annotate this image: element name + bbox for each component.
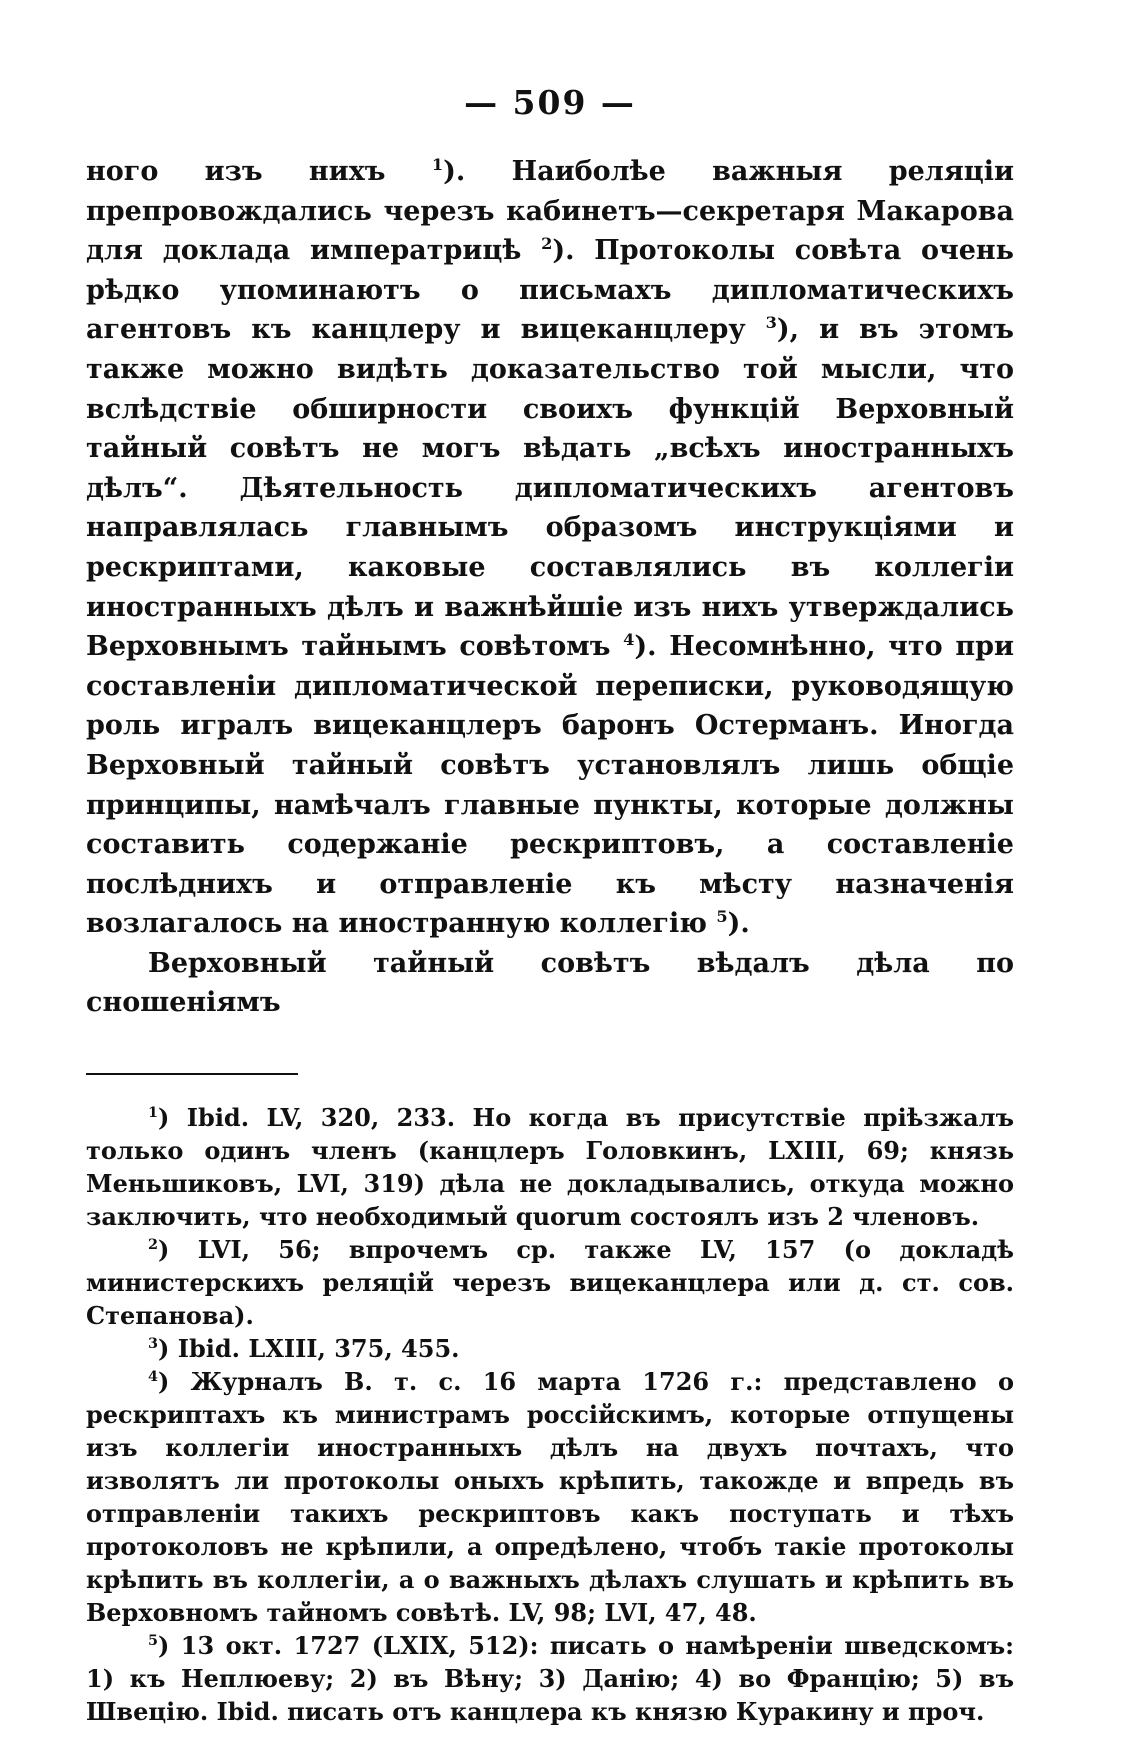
footnotes	[86, 1101, 1014, 1728]
footnote-marker: 3	[765, 313, 777, 333]
footnote-marker: 2	[541, 234, 553, 254]
text-run: ) Ibid. LXIII, 375, 455.	[158, 1334, 460, 1364]
footnote-marker: 5	[716, 907, 728, 927]
footnote-marker: 4	[623, 630, 635, 650]
text-run: ) 13 окт. 1727 (LXIX, 512): писать о намѣреніи шведскомъ: 1) къ Неплюеву; 2) въ Вѣну; 3) Данію; 4) во Францію; 5) въ Швецію. Ibid. писать отъ канцлера къ князю Куракину и проч.	[86, 1631, 1014, 1727]
footnote-marker: 5	[148, 1632, 159, 1650]
footnote-4	[86, 1365, 1014, 1629]
footnote-3	[86, 1332, 1014, 1365]
text-run: Верховный тайный совѣтъ вѣдалъ дѣла по сношеніямъ	[86, 947, 1014, 1019]
page-number-header: — 509 —	[464, 83, 636, 122]
text-run: ). Наиболѣе важныя реляціи препровождались черезъ кабинетъ—секретаря Макарова для доклада императрицѣ	[86, 156, 1015, 267]
body-paragraph-2	[86, 944, 1014, 1023]
main-text	[86, 152, 1014, 1023]
text-run: ) Журналъ В. т. с. 16 марта 1726 г.: представлено о рескриптахъ къ министрамъ россійскимъ, которые отпущены изъ коллегіи иностранныхъ дѣлъ на двухъ почтахъ, что изволятъ ли протоколы оныхъ крѣпить, такожде и впредь въ отправленіи такихъ рескриптовъ какъ поступать и тѣхъ протоколовъ не крѣпили, а опредѣлено, чтобъ такіе протоколы крѣпить въ коллегіи, а о важныхъ дѣлахъ слушать и крѣпить въ Верховномъ тайномъ совѣтѣ. LV, 98; LVI, 47, 48.	[86, 1367, 1014, 1628]
footnote-marker: 2	[148, 1236, 159, 1254]
text-run: ), и въ этомъ также можно видѣть доказательство той мысли, что вслѣдствіе обширности своихъ функцій Верховный тайный совѣтъ не могъ вѣдать „всѣхъ иностранныхъ дѣлъ“. Дѣятельность дипломатическихъ агентовъ направлялась главнымъ образомъ инструкціями и рескриптами, каковые составлялись въ коллегіи иностранныхъ дѣлъ и важнѣйшіе изъ нихъ утверждались Верховнымъ тайнымъ совѣтомъ	[86, 314, 1015, 663]
text-run: ного изъ нихъ	[86, 156, 432, 187]
footnote-1	[86, 1101, 1014, 1233]
footnote-separator	[86, 1073, 298, 1075]
text-run: ).	[727, 908, 750, 940]
text-run: ). Протоколы совѣта очень рѣдко упоминаютъ о письмахъ дипломатическихъ агентовъ къ канцлеру и вицеканцлеру	[86, 235, 1014, 346]
book-page	[86, 76, 1014, 1728]
text-run: ). Несомнѣнно, что при составленіи дипломатической переписки, руководящую роль игралъ вицеканцлеръ баронъ Остерманъ. Иногда Верховный тайный совѣтъ установлялъ лишь общіе принципы, намѣчалъ главные пункты, которые должны составить содержаніе рескриптовъ, а составленіе послѣднихъ и отправленіе къ мѣсту назначенія возлагалось на иностранную коллегію	[86, 631, 1014, 940]
text-run: ) Ibid. LV, 320, 233. Но когда въ присутствіе пріѣзжалъ только одинъ членъ (канцлеръ Головкинъ, LXIII, 69; князь Меньшиковъ, LVI, 319) дѣла не докладывались, откуда можно заключить, что необходимый quorum состоялъ изъ 2 членовъ.	[86, 1103, 1014, 1232]
body-paragraph-1	[86, 152, 1014, 944]
footnote-5	[86, 1629, 1014, 1728]
text-run: ) LVI, 56; впрочемъ ср. также LV, 157 (о докладѣ министерскихъ реляцій черезъ вицеканцлера или д. ст. сов. Степанова).	[86, 1235, 1014, 1331]
footnote-marker: 4	[148, 1368, 159, 1386]
footnote-marker: 3	[148, 1335, 159, 1353]
footnote-marker: 1	[431, 155, 444, 174]
footnote-marker: 1	[148, 1104, 159, 1122]
footnote-2	[86, 1233, 1014, 1332]
